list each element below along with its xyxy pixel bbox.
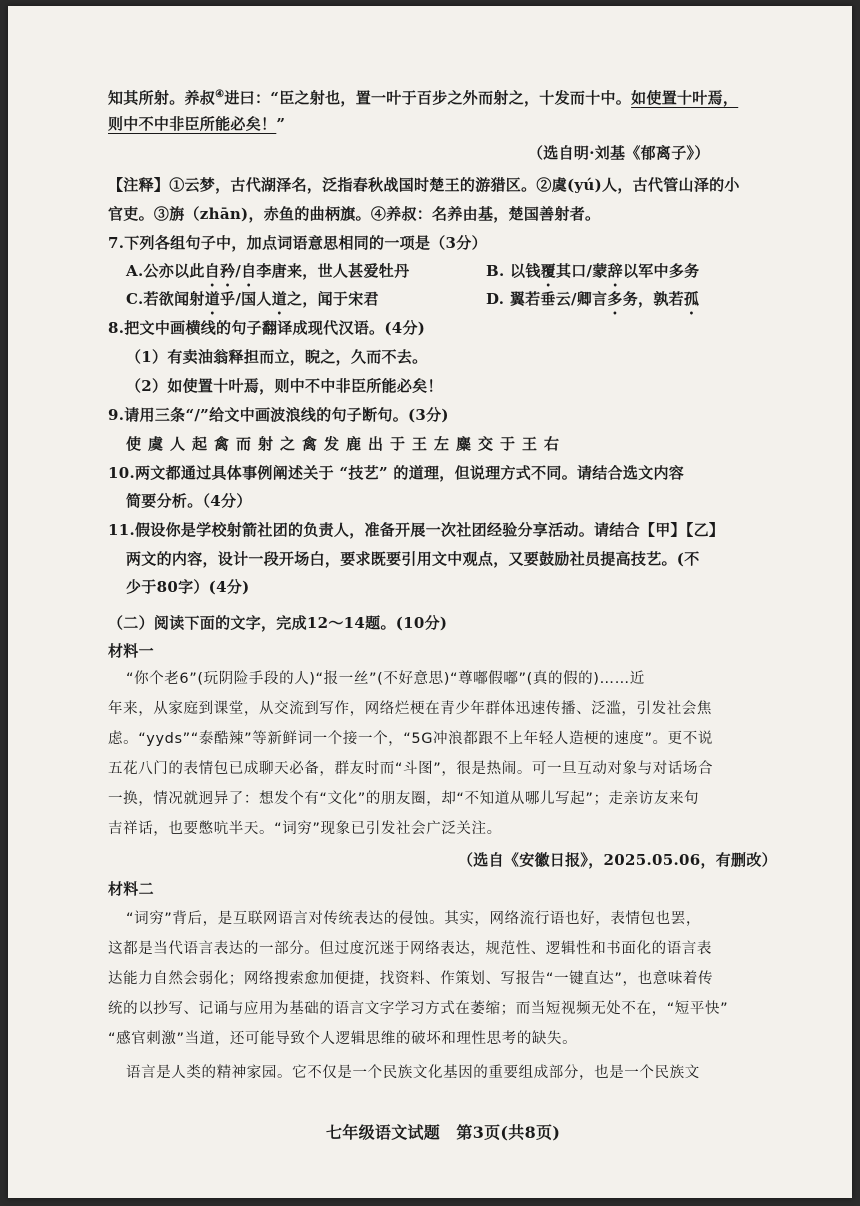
- material-1-line-2: 年来，从家庭到课堂，从交流到写作，网络烂梗在青少年群体迅速传播、泛滥，引发社会焦: [108, 701, 712, 717]
- q10-line-2: 简要分析。（4分）: [126, 492, 252, 510]
- passage-line-2: 则中不中非臣所能必矣！”: [108, 115, 286, 133]
- notes-line-2: 官吏。③旃（zhān)，赤鱼的曲柄旗。④养叔：名养由基，楚国善射者。: [108, 205, 601, 223]
- q8-sentence-1: （1）有卖油翁释担而立，睨之，久而不去。: [126, 348, 428, 366]
- material-2-line-6: 语言是人类的精神家园。它不仅是一个民族文化基因的重要组成部分，也是一个民族文: [126, 1065, 700, 1081]
- material-1-line-3: 虑。“yyds”“泰酷辣”等新鲜词一个接一个，“5G冲浪都跟不上年轻人造梗的速度”。更不说: [108, 731, 713, 747]
- material-1-line-5: 一换，情况就迥异了：想发个有“文化”的朋友圈，却“不知道从哪儿写起”；走亲访友来句: [108, 791, 700, 807]
- material-2-line-3: 达能力自然会弱化；网络搜索愈加便捷，找资料、作策划、写报告“一键直达”，也意味着传: [108, 971, 714, 987]
- q7-stem: 7.下列各组句子中，加点词语意思相同的一项是（3分）: [108, 234, 487, 252]
- exam-page: [8, 6, 852, 1198]
- material-2-title: 材料二: [108, 880, 154, 898]
- q9-stem: 9.请用三条“/”给文中画波浪线的句子断句。(3分): [108, 406, 449, 424]
- material-1-line-1: “你个老6”(玩阴险手段的人)“报一丝”(不好意思)“尊嘟假嘟”(真的假的)……近: [126, 671, 645, 687]
- q11-line-1: 11.假设你是学校射箭社团的负责人，准备开展一次社团经验分享活动。请结合【甲】【乙】: [108, 521, 725, 539]
- q7-option-c: C.若欲闻射道乎/国人道之，闻于宋君: [126, 290, 379, 308]
- section2-heading: （二）阅读下面的文字，完成12～14题。(10分): [108, 614, 448, 632]
- q7-option-d: D. 翼若垂云/卿言多务，孰若孤: [486, 290, 700, 308]
- material-1-title: 材料一: [108, 642, 154, 660]
- passage-source: （选自明·刘基《郁离子》）: [528, 144, 710, 162]
- material-2-line-2: 这都是当代语言表达的一部分。但过度沉迷于网络表达，规范性、逻辑性和书面化的语言表: [108, 941, 712, 957]
- material-2-line-1: “词穷”背后，是互联网语言对传统表达的侵蚀。其实，网络流行语也好，表情包也罢，: [126, 911, 701, 927]
- q8-stem: 8.把文中画横线的句子翻译成现代汉语。(4分): [108, 319, 426, 337]
- q10-line-1: 10.两文都通过具体事例阐述关于 “技艺” 的道理，但说理方式不同。请结合选文内容: [108, 464, 685, 482]
- notes-line-1: 【注释】①云梦，古代湖泽名，泛指春秋战国时楚王的游猎区。②虞(yú)人，古代管山泽的小: [108, 176, 740, 194]
- material-1-source: （选自《安徽日报》，2025.05.06，有删改）: [458, 851, 777, 869]
- q8-sentence-2: （2）如使置十叶焉，则中不中非臣所能必矣！: [126, 377, 443, 395]
- material-2-line-4: 统的以抄写、记诵与应用为基础的语言文字学习方式在萎缩；而当短视频无处不在，“短平快”: [108, 1001, 729, 1017]
- q11-line-3: 少于80字）(4分): [126, 578, 250, 596]
- q7-option-a: A.公亦以此自矜/自李唐来，世人甚爱牡丹: [126, 262, 410, 280]
- q7-option-b: B. 以钱覆其口/蒙辞以军中多务: [486, 262, 700, 280]
- material-1-line-6: 吉祥话，也要憋吭半天。“词穷”现象已引发社会广泛关注。: [108, 821, 502, 837]
- page-footer: 七年级语文试题 第3页(共8页): [326, 1123, 561, 1142]
- material-2-line-5: “感官刺激”当道，还可能导致个人逻辑思维的破坏和理性思考的缺失。: [108, 1031, 578, 1047]
- q11-line-2: 两文的内容，设计一段开场白，要求既要引用文中观点，又要鼓励社员提高技艺。(不: [126, 550, 700, 568]
- passage-line-1: 知其所射。养叔④进曰：“臣之射也，置一叶于百步之外而射之，十发而十中。如使置十叶焉，: [108, 89, 739, 107]
- q9-sentence: 使虞人起禽而射之禽发鹿出于王左麋交于王右: [126, 435, 567, 453]
- material-1-line-4: 五花八门的表情包已成聊天必备，群友时而“斗图”，很是热闹。可一旦互动对象与对话场合: [108, 761, 714, 777]
